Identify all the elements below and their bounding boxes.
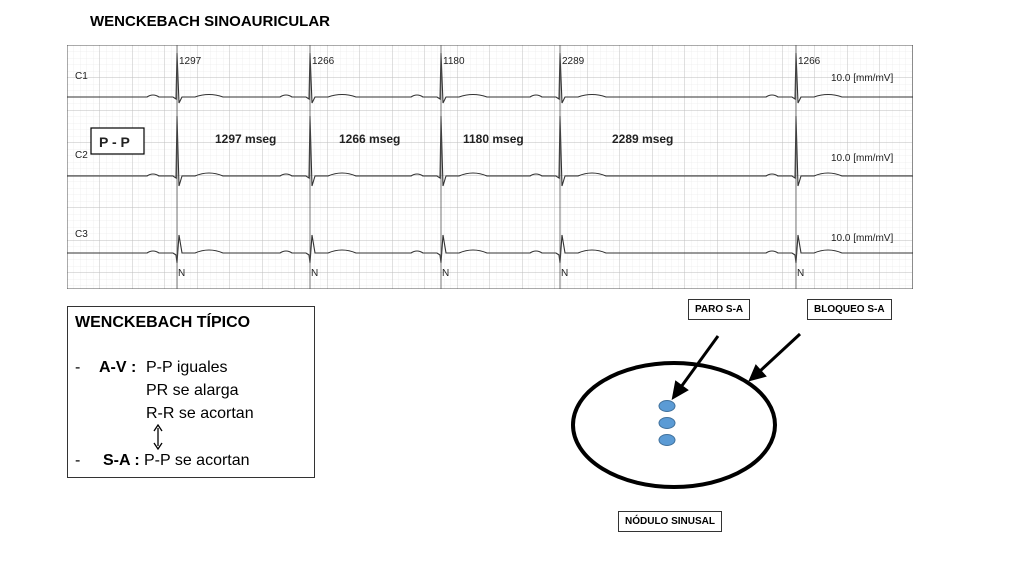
lead-label: C1 bbox=[75, 71, 88, 82]
bullet-dash: - bbox=[75, 359, 81, 376]
ecg-strip bbox=[67, 45, 913, 289]
sa-label: S-A : bbox=[103, 452, 140, 469]
rr-interval-label: 1297 bbox=[179, 56, 202, 67]
nodulo-sinusal-label: NÓDULO SINUSAL bbox=[618, 511, 722, 532]
rr-interval-label: 1180 bbox=[443, 56, 465, 67]
av-line-1: P-P iguales bbox=[146, 359, 228, 376]
bullet-dash: - bbox=[75, 452, 81, 469]
lead-label: C2 bbox=[75, 150, 88, 161]
lead-label: C3 bbox=[75, 229, 88, 240]
bloqueo-arrow bbox=[759, 334, 800, 372]
wenckebach-typical-box bbox=[67, 306, 315, 478]
pp-interval-label: 1266 mseg bbox=[339, 132, 401, 146]
sinus-node-diagram bbox=[560, 320, 860, 500]
sinus-cell-dot bbox=[659, 401, 675, 412]
rr-interval-label: 2289 bbox=[562, 56, 585, 67]
beat-annotation: N bbox=[311, 268, 319, 279]
sinus-cell-dot bbox=[659, 418, 675, 429]
pp-interval-label: 1180 mseg bbox=[463, 132, 524, 146]
page-title: WENCKEBACH SINOAURICULAR bbox=[90, 13, 330, 30]
av-label: A-V : bbox=[99, 359, 137, 376]
rr-interval-label: 1266 bbox=[798, 56, 821, 67]
beat-annotation: N bbox=[797, 268, 805, 279]
calibration-label: 10.0 [mm/mV] bbox=[831, 153, 894, 164]
av-line-2: PR se alarga bbox=[146, 382, 239, 399]
calibration-label: 10.0 [mm/mV] bbox=[831, 233, 894, 244]
ecg-grid bbox=[67, 45, 913, 289]
beat-annotation: N bbox=[561, 268, 569, 279]
sinus-cell-dot bbox=[659, 435, 675, 446]
pp-interval-label: 1297 mseg bbox=[215, 132, 277, 146]
beat-annotation: N bbox=[178, 268, 186, 279]
wenckebach-typical-title: WENCKEBACH TÍPICO bbox=[75, 314, 251, 331]
bloqueo-sa-label: BLOQUEO S-A bbox=[807, 299, 892, 320]
rr-interval-label: 1266 bbox=[312, 56, 335, 67]
calibration-label: 10.0 [mm/mV] bbox=[831, 73, 894, 84]
double-arrow-icon bbox=[151, 424, 165, 450]
paro-arrow-head bbox=[673, 382, 687, 398]
pp-interval-label: 2289 mseg bbox=[612, 132, 674, 146]
av-line-3: R-R se acortan bbox=[146, 405, 254, 422]
pp-label: P - P bbox=[99, 134, 130, 150]
beat-annotation: N bbox=[442, 268, 450, 279]
sa-line: P-P se acortan bbox=[144, 452, 250, 469]
paro-sa-label: PARO S-A bbox=[688, 299, 750, 320]
